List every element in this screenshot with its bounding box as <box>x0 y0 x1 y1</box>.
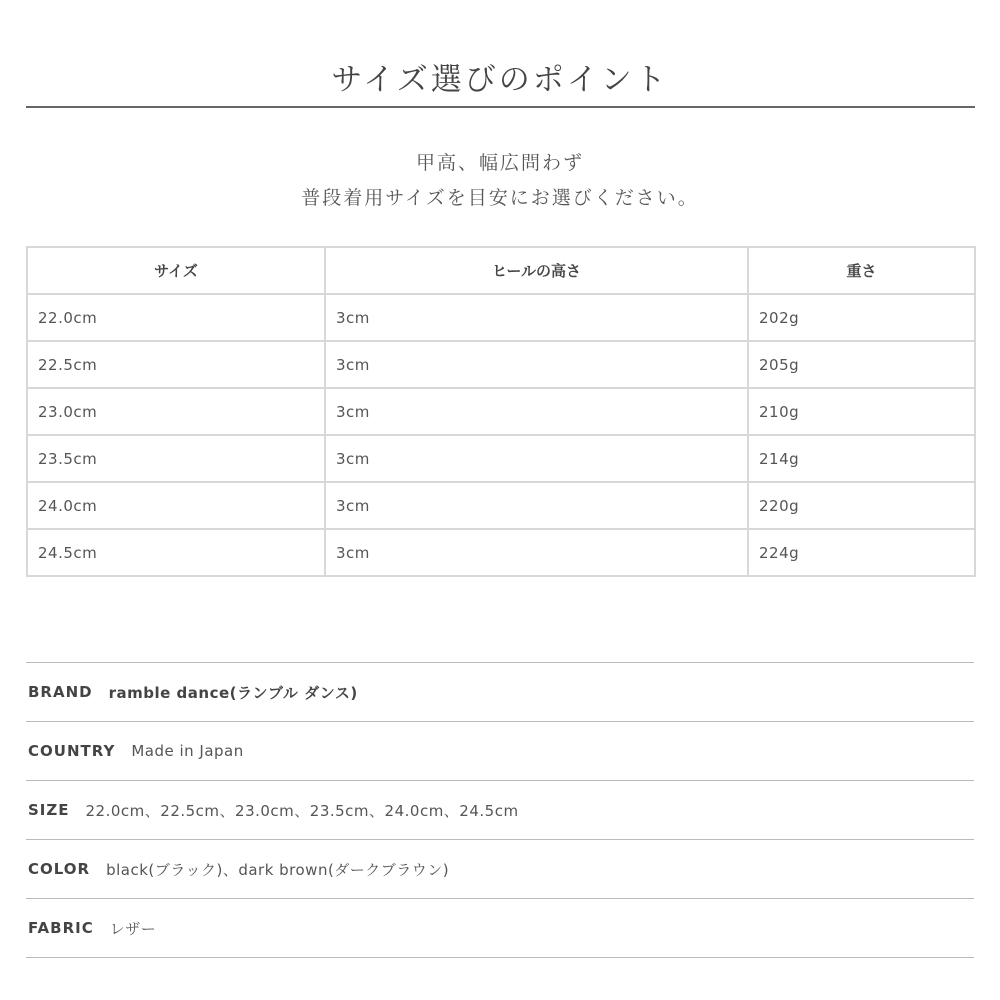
cell-size: 22.0cm <box>27 294 325 341</box>
cell-weight: 214g <box>748 435 975 482</box>
cell-heel-height: 3cm <box>325 388 748 435</box>
spec-value-size: 22.0cm、22.5cm、23.0cm、23.5cm、24.0cm、24.5cm <box>85 801 519 820</box>
cell-weight: 202g <box>748 294 975 341</box>
cell-size: 24.5cm <box>27 529 325 576</box>
intro-text <box>0 146 1000 216</box>
cell-heel-height: 3cm <box>325 529 748 576</box>
spec-value-country: Made in Japan <box>131 742 244 760</box>
table-row <box>27 435 975 482</box>
table-row <box>27 529 975 576</box>
page-title: サイズ選びのポイント <box>331 62 669 98</box>
cell-size: 24.0cm <box>27 482 325 529</box>
intro-line-2: 普段着用サイズを目安にお選びください。 <box>301 187 699 209</box>
header-weight: 重さ <box>748 247 975 294</box>
header-heel-height: ヒールの高さ <box>325 247 748 294</box>
spec-value-fabric: レザー <box>109 919 157 938</box>
spec-value-brand: ramble dance(ランブル ダンス) <box>108 683 358 702</box>
table-row <box>27 294 975 341</box>
spec-label-fabric: FABRIC <box>28 919 94 937</box>
table-row <box>27 482 975 529</box>
size-table <box>26 246 976 577</box>
product-specs <box>26 662 974 958</box>
spec-label-size: SIZE <box>28 801 70 819</box>
cell-weight: 205g <box>748 341 975 388</box>
spec-row-color <box>26 840 974 899</box>
cell-heel-height: 3cm <box>325 435 748 482</box>
intro-line-1: 甲高、幅広問わず <box>415 152 584 174</box>
table-row <box>27 341 975 388</box>
table-header-row <box>27 247 975 294</box>
cell-size: 23.5cm <box>27 435 325 482</box>
spec-row-brand <box>26 663 974 722</box>
spec-row-size <box>26 781 974 840</box>
cell-weight: 224g <box>748 529 975 576</box>
cell-heel-height: 3cm <box>325 294 748 341</box>
cell-size: 22.5cm <box>27 341 325 388</box>
title-divider <box>26 106 975 108</box>
header-size: サイズ <box>27 247 325 294</box>
spec-label-brand: BRAND <box>28 683 93 701</box>
spec-row-country <box>26 722 974 781</box>
spec-value-color: black(ブラック)、dark brown(ダークブラウン) <box>106 860 450 879</box>
table-row <box>27 388 975 435</box>
spec-row-fabric <box>26 899 974 958</box>
cell-heel-height: 3cm <box>325 341 748 388</box>
cell-weight: 210g <box>748 388 975 435</box>
spec-label-color: COLOR <box>28 860 91 878</box>
spec-label-country: COUNTRY <box>28 742 116 760</box>
cell-size: 23.0cm <box>27 388 325 435</box>
cell-heel-height: 3cm <box>325 482 748 529</box>
cell-weight: 220g <box>748 482 975 529</box>
